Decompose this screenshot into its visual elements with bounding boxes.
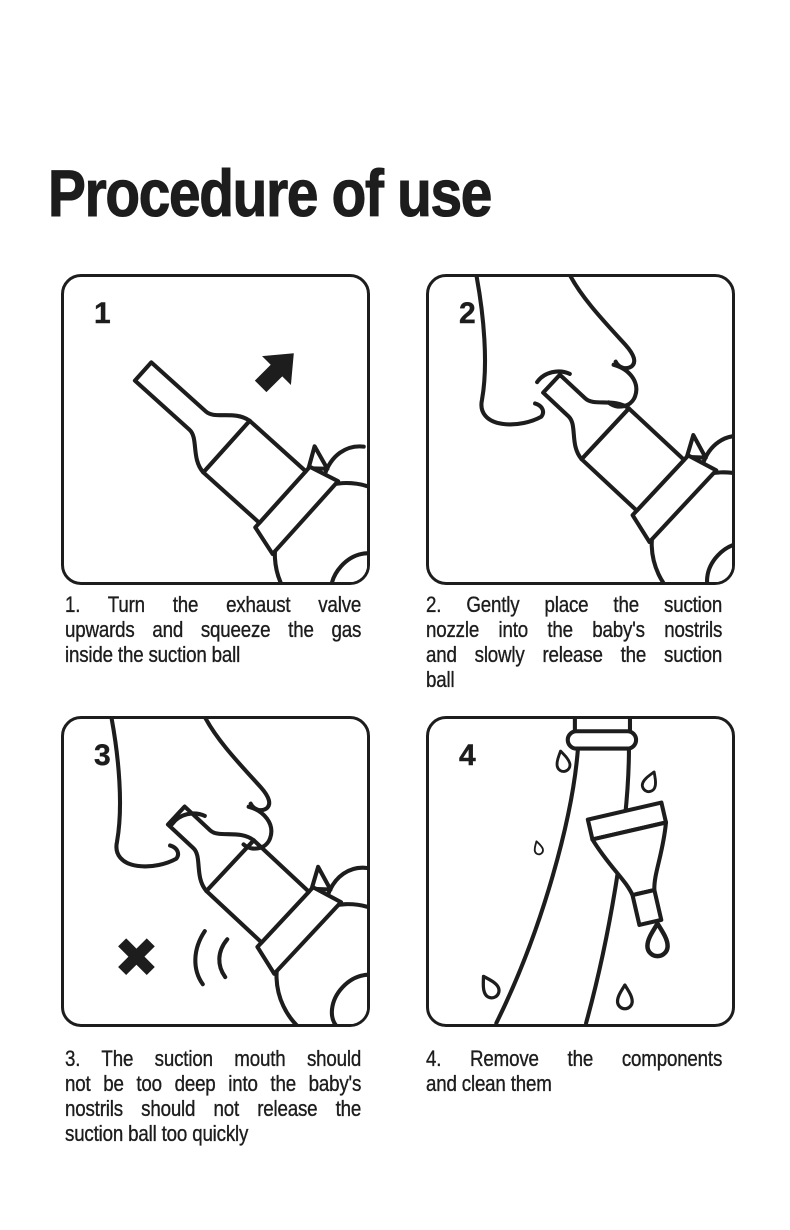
nasal-aspirator-illustration — [95, 303, 367, 582]
droplet-icon — [618, 985, 633, 1009]
step-panel-3 — [61, 716, 370, 1027]
droplet-icon — [477, 973, 502, 1001]
step-panel-2 — [426, 274, 735, 585]
step-number: 1 — [94, 297, 111, 330]
step-panel-4 — [426, 716, 735, 1027]
caption-line: 2. Gently place the suction — [426, 592, 723, 617]
droplet-icon — [554, 750, 571, 773]
step-caption-1 — [65, 592, 361, 667]
caption-line: and clean them — [426, 1071, 552, 1096]
caption-line: nozzle into the baby's nostrils — [426, 617, 723, 642]
step-panel-1 — [61, 274, 370, 585]
cross-icon — [108, 928, 165, 985]
droplet-icon — [533, 840, 544, 855]
caption-line: inside the suction ball — [65, 642, 241, 667]
step-caption-4 — [426, 1046, 722, 1096]
step-number: 2 — [459, 297, 476, 330]
caption-line: 4. Remove the components — [426, 1046, 723, 1071]
caption-line: 1. Turn the exhaust valve — [65, 592, 362, 617]
caption-line: 3. The suction mouth should — [65, 1046, 362, 1071]
vibration-arcs-icon — [195, 931, 227, 984]
caption-line: ball — [426, 667, 455, 692]
nasal-aspirator-illustration — [503, 317, 732, 582]
step-caption-3 — [65, 1046, 361, 1146]
nasal-aspirator-illustration — [128, 748, 367, 1024]
caption-line: nostrils should not release the — [65, 1096, 362, 1121]
step-caption-2 — [426, 592, 722, 692]
nozzle-component-illustration — [588, 803, 687, 931]
caption-line: not be too deep into the baby's — [65, 1071, 362, 1096]
step-number: 4 — [459, 739, 476, 772]
caption-line: and slowly release the suction — [426, 642, 723, 667]
caption-line: suction ball too quickly — [65, 1121, 249, 1146]
droplet-icon — [640, 770, 660, 794]
step-number: 3 — [94, 739, 111, 772]
droplet-icon — [647, 924, 667, 957]
arrow-up-right-icon — [246, 339, 308, 401]
caption-line: upwards and squeeze the gas — [65, 617, 362, 642]
page-title: Procedure of use — [48, 156, 492, 231]
